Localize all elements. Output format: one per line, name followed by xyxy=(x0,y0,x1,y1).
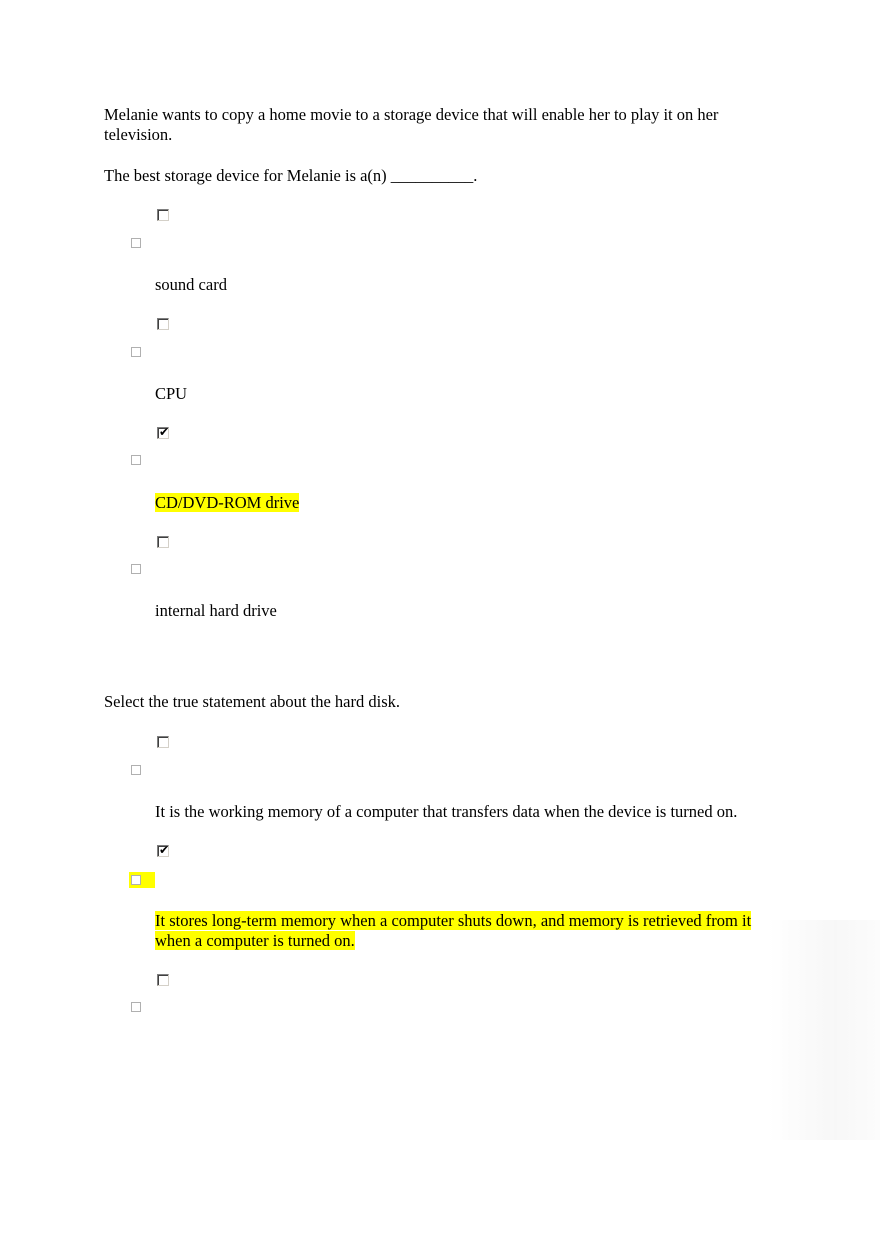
q1-option-3-checkbox[interactable] xyxy=(157,427,169,439)
q1-question: The best storage device for Melanie is a(n) __________. xyxy=(104,166,478,185)
q2-option-1-label: It is the working memory of a computer that transfers data when the device is turned on. xyxy=(155,802,738,821)
q2-option-2-marker-icon xyxy=(131,875,141,885)
page-shadow xyxy=(768,920,880,1140)
check-mark-icon: ✔ xyxy=(159,425,170,439)
q1-option-3-highlight: CD/DVD-ROM drive xyxy=(155,493,300,512)
q2-option-3-marker-icon xyxy=(131,1002,141,1012)
q1-option-1-label: sound card xyxy=(155,275,227,294)
q2-option-3-checkbox[interactable] xyxy=(157,974,169,986)
q1-option-3-label xyxy=(155,493,299,513)
q1-option-2-checkbox[interactable] xyxy=(157,318,169,330)
q2-question: Select the true statement about the hard disk. xyxy=(104,692,400,711)
q1-option-4-label: internal hard drive xyxy=(155,601,277,620)
q1-option-4-marker-icon xyxy=(131,564,141,574)
q1-option-3-marker-icon xyxy=(131,455,141,465)
q1-prompt: Melanie wants to copy a home movie to a storage device that will enable her to play it on her television. xyxy=(104,105,719,144)
q1-option-2-marker-icon xyxy=(131,347,141,357)
q2-option-2-label xyxy=(155,911,775,951)
q1-option-1-checkbox[interactable] xyxy=(157,209,169,221)
q2-option-2-checkbox[interactable] xyxy=(157,845,169,857)
q2-option-1-marker-icon xyxy=(131,765,141,775)
q2-option-1-checkbox[interactable] xyxy=(157,736,169,748)
check-mark-icon: ✔ xyxy=(159,843,170,857)
q1-option-4-checkbox[interactable] xyxy=(157,536,169,548)
q1-option-2-label: CPU xyxy=(155,384,188,403)
q1-option-1-marker-icon xyxy=(131,238,141,248)
q2-option-2-highlight: It stores long-term memory when a computer shuts down, and memory is retrieved from it when a computer is turned on. xyxy=(155,911,752,950)
